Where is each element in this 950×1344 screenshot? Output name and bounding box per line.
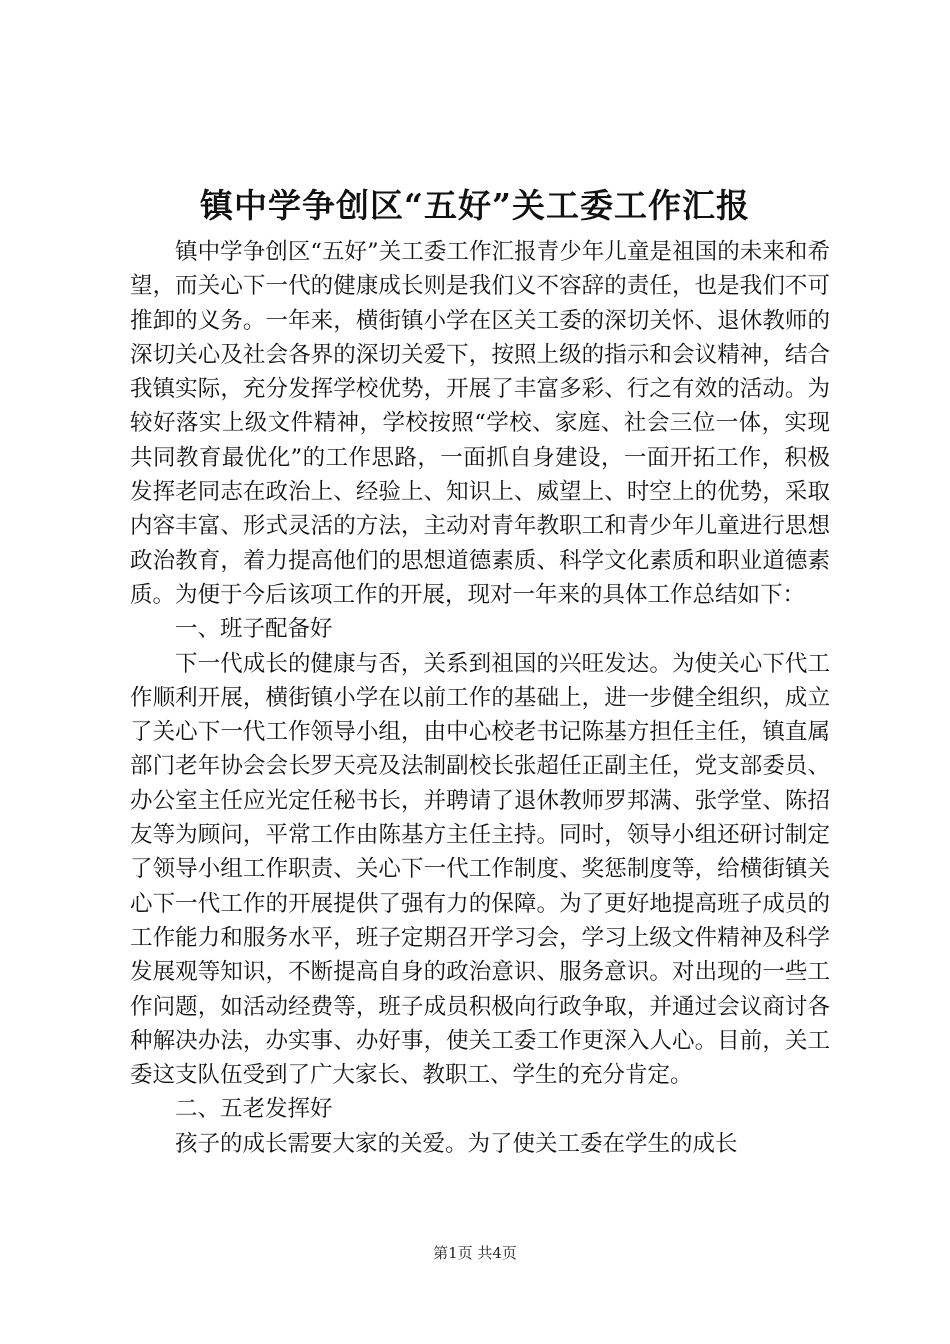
document-title: 镇中学争创区“五好”关工委工作汇报 — [200, 186, 750, 225]
paragraph-intro: 镇中学争创区“五好”关工委工作汇报青少年儿童是祖国的未来和希望，而关心下一代的健康成长则是我们义不容辞的责任，也是我们不可推卸的义务。一年来，横街镇小学在区关工委的深切关怀、退休教师的深切关心及社会各界的深切关爱下，按照上级的指示和会议精神，结合我镇实际，充分发挥学校优势，开展了丰富多彩、行之有效的活动。为较好落实上级文件精神，学校按照“学校、家庭、社会三位一体，实现共同教育最优化”的工作思路，一面抓自身建设，一面开拓工作，积极发挥老同志在政治上、经验上、知识上、威望上、时空上的优势，采取内容丰富、形式灵活的方法，主动对青年教职工和青少年儿童进行思想政治教育，着力提高他们的思想道德素质、科学文化素质和职业道德素质。为便于今后该项工作的开展，现对一年来的具体工作总结如下： — [130, 239, 830, 608]
paragraph-section-1: 下一代成长的健康与否，关系到祖国的兴旺发达。为使关心下代工作顺利开展，横街镇小学在以前工作的基础上，进一步健全组织，成立了关心下一代工作领导小组，由中心校老书记陈基方担任主任，镇直属部门老年协会会长罗天亮及法制副校长张超任正副主任，党支部委员、办公室主任应光定任秘书长，并聘请了退休教师罗邦满、张学堂、陈招友等为顾问，平常工作由陈基方主任主持。同时，领导小组还研讨制定了领导小组工作职责、关心下一代工作制度、奖惩制度等，给横街镇关心下一代工作的开展提供了强有力的保障。为了更好地提高班子成员的工作能力和服务水平，班子定期召开学习会，学习上级文件精神及科学发展观等知识，不断提高自身的政治意识、服务意识。对出现的一些工作问题，如活动经费等，班子成员积极向行政争取，并通过会议商讨各种解决办法，办实事、办好事，使关工委工作更深入人心。目前，关工委这支队伍受到了广大家长、教职工、学生的充分肯定。 — [130, 650, 830, 1089]
section-heading-1: 一、班子配备好 — [175, 616, 333, 643]
section-heading-2: 二、五老发挥好 — [175, 1096, 333, 1123]
page-number-footer: 第1页 共4页 — [433, 1244, 517, 1262]
paragraph-section-2: 孩子的成长需要大家的关爱。为了使关工委在学生的成长 — [175, 1130, 738, 1157]
document-body — [130, 235, 830, 1161]
